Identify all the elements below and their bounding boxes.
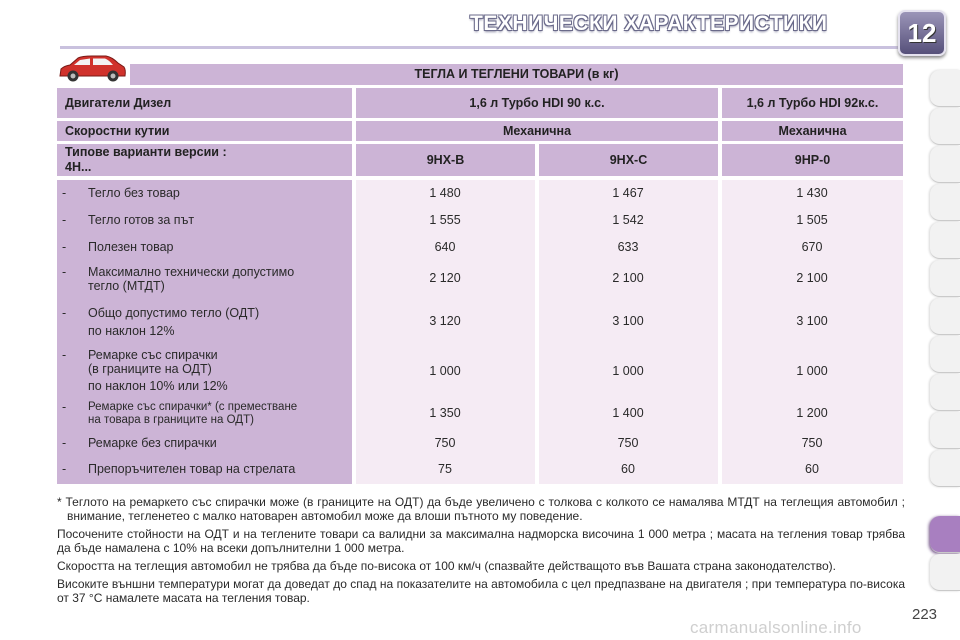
table-cell: 1 480 <box>429 186 461 200</box>
side-tab[interactable] <box>930 554 960 591</box>
side-tab[interactable] <box>930 374 960 411</box>
footnote: * Теглото на ремаркето със спирачки може (в границите на ОДТ) да бъде увеличено с толкова с колкото се намалява МТДТ на теглещия автомобил ; внимание, тегленетео с малко натоварен автомобил може да влоши пътното му поведение. <box>57 495 905 523</box>
table-cell: 3 120 <box>429 314 461 328</box>
page-title: ТЕХНИЧЕСКИ ХАРАКТЕРИСТИКИ <box>470 12 828 35</box>
car-icon <box>56 54 128 84</box>
side-tab[interactable] <box>930 184 960 221</box>
gearbox-2-header: Механична <box>722 121 903 141</box>
table-cell: 1 200 <box>796 406 828 420</box>
variant-3-header: 9HP-0 <box>722 144 903 176</box>
table-cell: 3 100 <box>612 314 644 328</box>
header-divider <box>60 46 940 49</box>
side-tab[interactable] <box>930 450 960 487</box>
note-paragraph: Посочените стойности на ОДТ и на тегленитe товари са валидни за максимална надморска височина 1 000 метра ; масата на тегления товар трябва да бъде намалена с 10% на всеки допълнителни 1 000 метра. <box>57 527 905 555</box>
note-paragraph: Скоростта на теглещия автомобил не трябва да бъде по-висока от 100 км/ч (спазвайте действащото във Вашата страна законодателство). <box>57 559 836 573</box>
table-cell: 750 <box>434 436 456 450</box>
side-tab-active[interactable] <box>930 516 960 553</box>
side-tab[interactable] <box>930 298 960 335</box>
engine-header-label: Двигатели Дизел <box>57 88 352 118</box>
notes-block <box>57 495 905 609</box>
page-number: 223 <box>912 606 938 623</box>
gearbox-header-label: Скоростни кутии <box>57 121 352 141</box>
table-cell: 1 555 <box>429 213 461 227</box>
variants-header-label: Типове варианти версии : 4H... <box>57 144 352 176</box>
table-cell: 60 <box>621 462 635 476</box>
table-cell: 2 120 <box>429 271 461 285</box>
section-title: ТЕГЛА И ТЕГЛЕНИ ТОВАРИ (в кг) <box>130 64 903 85</box>
table-cell: 750 <box>801 436 823 450</box>
table-cell: 75 <box>438 462 452 476</box>
variant-1-header: 9HX-B <box>356 144 535 176</box>
table-cell: 1 467 <box>612 186 644 200</box>
table-cell: 1 350 <box>429 406 461 420</box>
engine-2-header: 1,6 л Турбо HDI 92к.с. <box>722 88 903 118</box>
chapter-side-tabs <box>926 70 960 590</box>
table-cell: 1 505 <box>796 213 828 227</box>
side-tab[interactable] <box>930 108 960 145</box>
note-paragraph: Високите външни температури могат да доведат до спад на показателите на автомобила с цел предпазване на двигателя ; при температура по-висока от 37 °C намалете масата на тегления товар. <box>57 577 905 605</box>
watermark: carmanualsonline.info <box>690 618 862 637</box>
table-cell: 640 <box>434 240 456 254</box>
side-tab[interactable] <box>930 260 960 297</box>
variant-2-header: 9HX-C <box>539 144 718 176</box>
chapter-badge: 12 <box>898 10 946 56</box>
table-cell: 60 <box>805 462 819 476</box>
gearbox-1-header: Механична <box>356 121 718 141</box>
side-tab[interactable] <box>930 336 960 373</box>
table-cell: 2 100 <box>796 271 828 285</box>
table-cell: 1 000 <box>612 364 644 378</box>
side-tab[interactable] <box>930 70 960 107</box>
table-cell: 750 <box>617 436 639 450</box>
table-cell: 633 <box>617 240 639 254</box>
side-tab[interactable] <box>930 222 960 259</box>
table-cell: 3 100 <box>796 314 828 328</box>
table-cell: 1 000 <box>429 364 461 378</box>
table-cell: 1 000 <box>796 364 828 378</box>
side-tab[interactable] <box>930 146 960 183</box>
side-tab[interactable] <box>930 412 960 449</box>
table-cell: 1 542 <box>612 213 644 227</box>
table-cell: 1 400 <box>612 406 644 420</box>
table-cell: 2 100 <box>612 271 644 285</box>
engine-1-header: 1,6 л Турбо HDI 90 к.с. <box>356 88 718 118</box>
table-cell: 670 <box>801 240 823 254</box>
table-cell: 1 430 <box>796 186 828 200</box>
